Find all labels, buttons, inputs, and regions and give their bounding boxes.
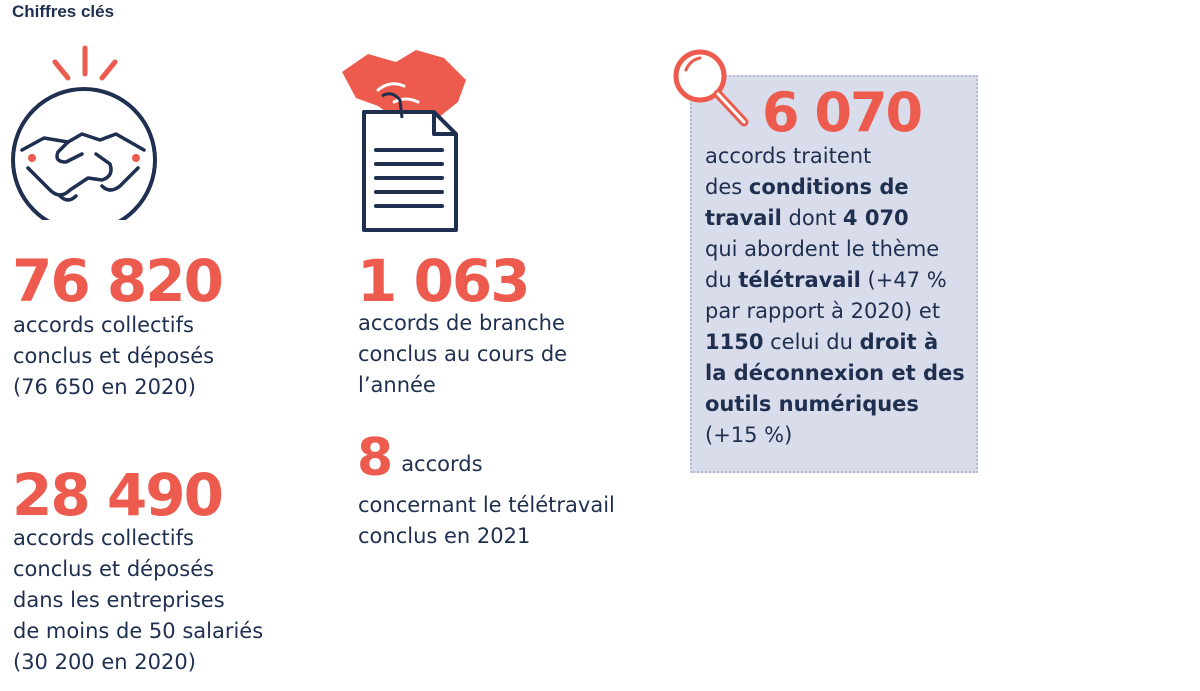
description-line: (+15 %)	[705, 423, 793, 447]
handshake-document-icon	[338, 40, 468, 235]
description-line: 1150 celui du droit à	[705, 330, 939, 354]
stat-teletravail-number: 8	[357, 428, 392, 488]
description-line: des conditions de	[705, 175, 909, 199]
description-line: de moins de 50 salariés	[13, 619, 264, 643]
stat-accords-branche-number: 1 063	[357, 247, 529, 315]
description-line: accords collectifs	[13, 526, 194, 550]
description-line: conclus au cours de	[358, 342, 568, 366]
description-line: travail dont 4 070	[705, 206, 909, 230]
description-line: la déconnexion et des	[705, 361, 965, 385]
description-line: (76 650 en 2020)	[13, 375, 196, 399]
description-line: outils numériques	[705, 392, 919, 416]
stat-teletravail-unit: accords	[401, 452, 483, 476]
description-line: accords collectifs	[13, 313, 194, 337]
stat-conditions-travail-number: 6 070	[762, 81, 922, 144]
page-title: Chiffres clés	[12, 2, 115, 21]
description-line: l’année	[358, 373, 436, 397]
description-line: concernant le télétravail	[358, 493, 615, 517]
description-line: du télétravail (+47 %	[705, 268, 947, 292]
description-line: accords de branche	[358, 311, 565, 335]
description-line: (30 200 en 2020)	[13, 650, 196, 674]
stat-conditions-travail-description	[705, 141, 965, 451]
stat-teletravail-description	[358, 490, 615, 552]
stat-petites-entreprises-number: 28 490	[12, 461, 222, 529]
description-line: qui abordent le thème	[705, 237, 940, 261]
description-line: conclus et déposés	[13, 557, 215, 581]
description-line: par rapport à 2020) et	[705, 299, 941, 323]
stat-accords-collectifs-number: 76 820	[12, 247, 222, 315]
stat-teletravail-heading	[357, 428, 483, 488]
stat-accords-collectifs-description	[13, 310, 214, 403]
stat-petites-entreprises-description	[13, 523, 263, 678]
description-line: dans les entreprises	[13, 588, 225, 612]
handshake-circle-icon	[10, 40, 160, 220]
description-line: conclus et déposés	[13, 344, 215, 368]
stat-accords-branche-description	[358, 308, 567, 401]
description-line: conclus en 2021	[358, 524, 531, 548]
magnifier-icon	[668, 46, 758, 136]
description-line: accords traitent	[705, 144, 872, 168]
